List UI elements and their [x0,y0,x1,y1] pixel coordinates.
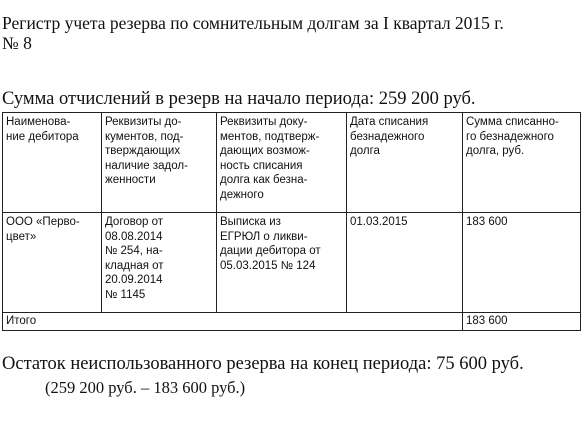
cell-writeoff-documents: Выписка из ЕГРЮЛ о ликви- дации дебитора от 05.03.2015 № 124 [217,213,347,313]
cell-debt-documents: Договор от 08.08.2014 № 254, на- кладная от 20.09.2014 № 1145 [102,213,217,313]
register-number: № 8 [2,33,32,53]
closing-balance-text: Остаток неиспользованного резерва на конец периода: 75 600 руб. [2,354,524,374]
register-title [2,13,586,53]
reserve-register-table [2,112,581,331]
cell-writeoff-date: 01.03.2015 [347,213,463,313]
cell-debtor-name: ООО «Перво- цвет» [3,213,102,313]
total-value: 183 600 [463,313,581,331]
table-total-row [3,313,581,331]
header-writeoff-date: Дата списания безнадежного долга [347,113,463,213]
header-debt-documents: Реквизиты до- кументов, под- тверждающих наличие задол- женности [102,113,217,213]
closing-balance-calculation: (259 200 руб. – 183 600 руб.) [45,378,246,397]
header-debtor-name: Наименова- ние дебитора [3,113,102,213]
header-writeoff-amount: Сумма списанно- го безнадежного долга, руб. [463,113,581,213]
cell-writeoff-amount: 183 600 [463,213,581,313]
table-header-row [3,113,581,213]
total-label: Итого [3,313,463,331]
opening-balance-text: Сумма отчислений в резерв на начало периода: 259 200 руб. [2,89,476,109]
header-writeoff-documents: Реквизиты доку- ментов, подтверж- дающих возмож- ность списания долга как безна- дежного [217,113,347,213]
table-row [3,213,581,313]
register-title-line: Регистр учета резерва по сомнительным долгам за I квартал 2015 г. [2,13,504,33]
